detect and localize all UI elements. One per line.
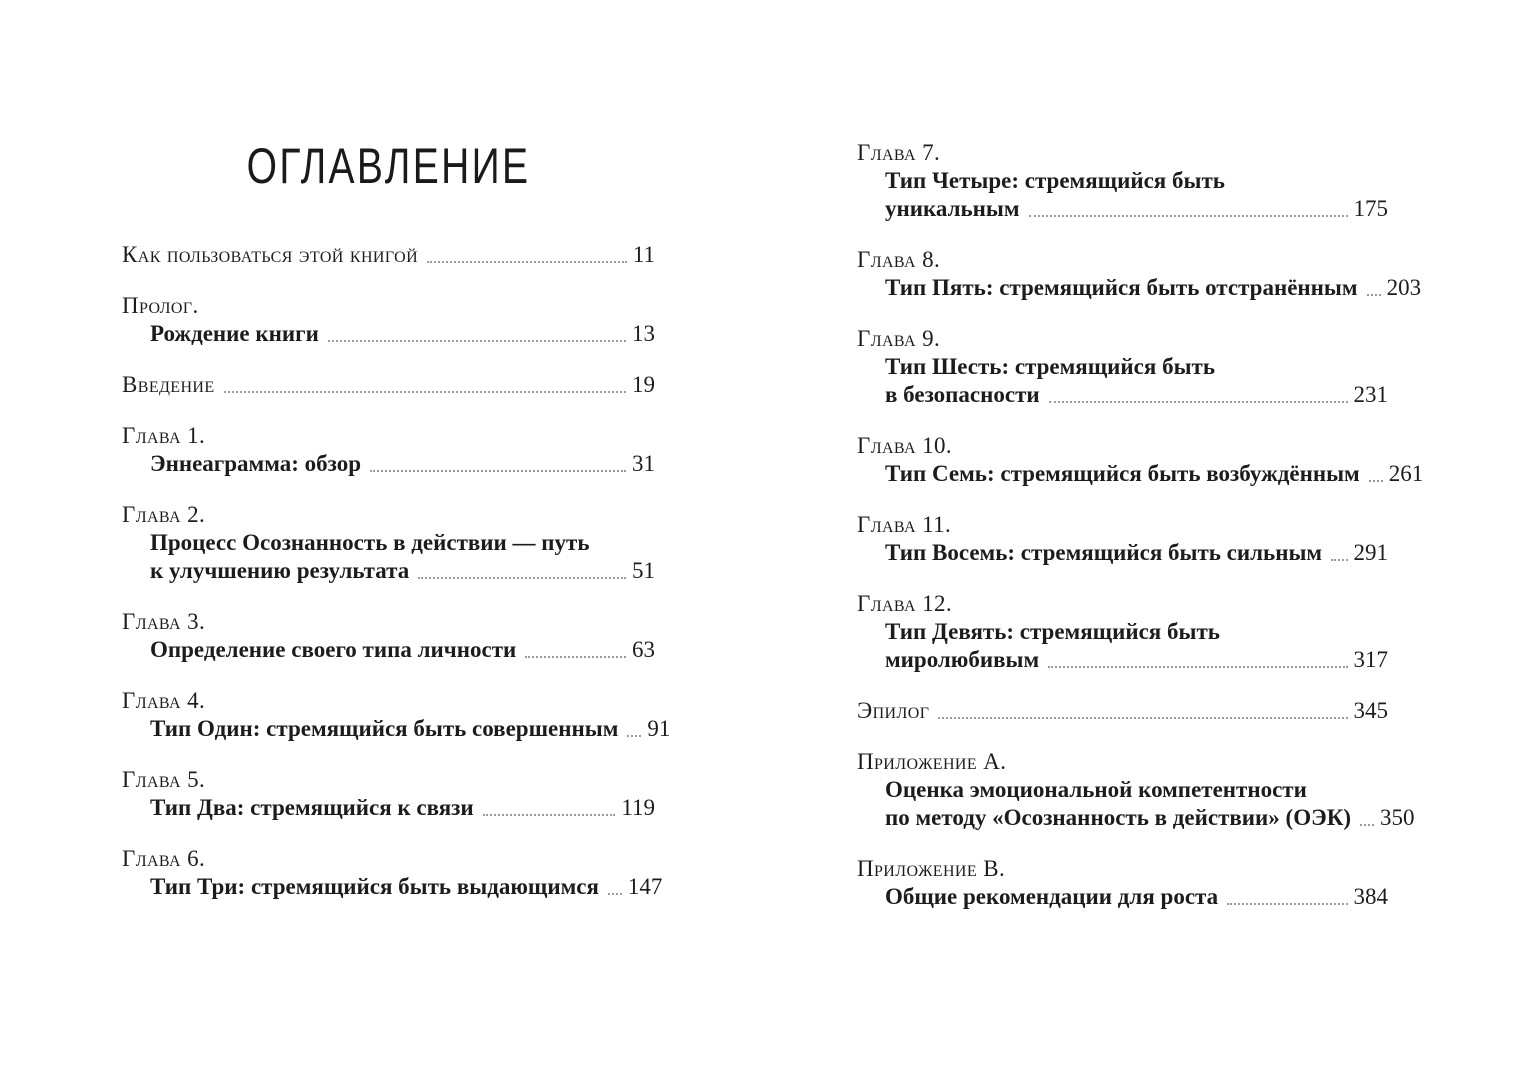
dotted-leader — [1331, 559, 1347, 561]
dotted-leader — [483, 814, 616, 816]
toc-subtitle-row — [857, 804, 1415, 832]
toc-heading-row — [122, 241, 655, 269]
toc-entry — [857, 590, 1388, 674]
page-number: 119 — [621, 795, 655, 820]
dotted-leader — [370, 470, 626, 472]
toc-entry-text: по методу «Осознанность в действии» (ОЭК) — [885, 805, 1352, 830]
toc-entry — [857, 511, 1388, 567]
toc-entry-text: Тип Один: стремящийся быть совершенным — [150, 716, 619, 741]
toc-entry — [857, 697, 1388, 725]
toc-entry-text: Тип Пять: стремящийся быть отстранённым — [885, 275, 1358, 300]
toc-entry-text: Эпилог — [857, 698, 930, 723]
toc-heading-row — [857, 139, 1388, 167]
toc-entry-text: уникальным — [885, 196, 1020, 221]
page-number: 63 — [632, 637, 655, 662]
toc-entry-text: Глава 4. — [122, 688, 206, 713]
toc-entry — [857, 246, 1422, 302]
toc-entry-text: к улучшению результата — [150, 558, 410, 583]
toc-entry-text: Глава 1. — [122, 423, 206, 448]
toc-entry-text: Глава 7. — [857, 140, 941, 165]
toc-heading-row — [857, 246, 1388, 274]
toc-entry — [122, 687, 671, 743]
page-number: 317 — [1353, 647, 1388, 672]
toc-entry-text: Определение своего типа личности — [150, 637, 517, 662]
toc-entry-text: Оценка эмоциональной компетентности — [885, 777, 1307, 802]
dotted-leader — [938, 717, 1347, 719]
toc-subtitle-row — [122, 557, 655, 585]
toc-subtitle-row — [857, 618, 1388, 646]
toc-heading-row — [122, 608, 655, 636]
dotted-leader — [1360, 824, 1374, 826]
toc-heading-row — [857, 511, 1388, 539]
toc-entry-text: Глава 5. — [122, 767, 206, 792]
toc-subtitle-row — [122, 873, 663, 901]
toc-entry — [122, 845, 663, 901]
page-number: 231 — [1353, 382, 1388, 407]
toc-entry-text: Тип Семь: стремящийся быть возбуждённым — [885, 461, 1360, 486]
toc-entry — [857, 748, 1415, 832]
toc-subtitle-row — [857, 883, 1388, 911]
dotted-leader — [1029, 215, 1348, 217]
toc-heading-row — [857, 748, 1388, 776]
toc-entry-text: Тип Восемь: стремящийся быть сильным — [885, 540, 1323, 565]
toc-subtitle-row — [122, 794, 655, 822]
toc-entry-text: Тип Шесть: стремящийся быть — [885, 354, 1215, 379]
toc-entry-text: Процесс Осознанность в действии — путь — [150, 530, 590, 555]
toc-entry-text: Глава 11. — [857, 512, 952, 537]
toc-entry-text: Глава 8. — [857, 247, 941, 272]
toc-subtitle-row — [857, 167, 1388, 195]
page-number: 11 — [632, 242, 655, 267]
toc-entry-text: Введение — [122, 372, 215, 397]
toc-entry-text: Общие рекомендации для роста — [885, 884, 1219, 909]
toc-entry-text: Тип Девять: стремящийся быть — [885, 619, 1220, 644]
toc-subtitle-row — [857, 646, 1388, 674]
toc-entry — [857, 139, 1388, 223]
toc-entry-text: Рождение книги — [150, 321, 319, 346]
toc-entry — [122, 422, 655, 478]
toc-column-right — [857, 139, 1424, 934]
dotted-leader — [525, 656, 626, 658]
toc-subtitle-row — [122, 636, 655, 664]
toc-entry-text: Глава 6. — [122, 846, 206, 871]
toc-entry — [122, 766, 655, 822]
page-title: ОГЛАВЛЕНИЕ — [246, 138, 531, 194]
toc-entry-text: в безопасности — [885, 382, 1040, 407]
page-number: 147 — [627, 874, 663, 899]
page-number: 13 — [632, 321, 655, 346]
toc-subtitle-row — [857, 353, 1388, 381]
toc-entry-text: Глава 10. — [857, 433, 953, 458]
toc-heading-row — [857, 697, 1388, 725]
toc-subtitle-row — [857, 195, 1388, 223]
toc-subtitle-row — [122, 450, 655, 478]
page-number: 91 — [647, 716, 671, 741]
toc-entry — [857, 325, 1388, 409]
toc-subtitle-row — [857, 274, 1422, 302]
toc-heading-row — [857, 855, 1388, 883]
page-number: 350 — [1380, 805, 1415, 830]
toc-entry — [122, 241, 655, 269]
toc-subtitle-row — [857, 460, 1424, 488]
page-number: 175 — [1353, 196, 1388, 221]
toc-heading-row — [857, 325, 1388, 353]
toc-entry-text: Тип Три: стремящийся быть выдающимся — [150, 874, 599, 899]
toc-entry — [122, 501, 655, 585]
dotted-leader — [627, 735, 641, 737]
toc-subtitle-row — [122, 529, 655, 557]
dotted-leader — [1048, 666, 1347, 668]
toc-heading-row — [857, 590, 1388, 618]
toc-entry — [857, 855, 1388, 911]
toc-entry-text: Приложение А. — [857, 749, 1007, 774]
toc-entry-text: Тип Два: стремящийся к связи — [150, 795, 474, 820]
toc-heading-row — [122, 371, 655, 399]
toc-entry-text: Как пользоваться этой книгой — [122, 242, 419, 267]
toc-heading-row — [122, 292, 655, 320]
toc-entry-text: Пролог. — [122, 293, 199, 318]
dotted-leader — [224, 391, 626, 393]
dotted-leader — [427, 261, 627, 263]
toc-heading-row — [122, 845, 655, 873]
dotted-leader — [1369, 480, 1383, 482]
dotted-leader — [1227, 903, 1347, 905]
toc-heading-row — [857, 432, 1388, 460]
page-number: 261 — [1388, 461, 1424, 486]
dotted-leader — [608, 893, 622, 895]
toc-heading-row — [122, 687, 655, 715]
toc-entry-text: Глава 3. — [122, 609, 206, 634]
toc-subtitle-row — [122, 715, 671, 743]
toc-entry — [122, 292, 655, 348]
page-number: 203 — [1386, 275, 1422, 300]
toc-entry-text: Приложение В. — [857, 856, 1006, 881]
page-number: 51 — [632, 558, 655, 583]
dotted-leader — [1049, 401, 1348, 403]
dotted-leader — [418, 577, 626, 579]
toc-entry-text: Эннеаграмма: обзор — [150, 451, 362, 476]
page-number: 31 — [632, 451, 655, 476]
toc-entry — [122, 608, 655, 664]
toc-subtitle-row — [857, 539, 1388, 567]
toc-entry — [122, 371, 655, 399]
toc-subtitle-row — [857, 381, 1388, 409]
toc-entry — [857, 432, 1424, 488]
toc-subtitle-row — [857, 776, 1388, 804]
toc-heading-row — [122, 501, 655, 529]
toc-entry-text: Глава 9. — [857, 326, 941, 351]
toc-subtitle-row — [122, 320, 655, 348]
page-number: 291 — [1353, 540, 1388, 565]
toc-heading-row — [122, 766, 655, 794]
page-number: 384 — [1353, 884, 1388, 909]
toc-entry-text: Глава 12. — [857, 591, 953, 616]
dotted-leader — [328, 340, 626, 342]
page-number: 19 — [632, 372, 655, 397]
toc-entry-text: миролюбивым — [885, 647, 1040, 672]
toc-heading-row — [122, 422, 655, 450]
page-number: 345 — [1353, 698, 1388, 723]
toc-entry-text: Тип Четыре: стремящийся быть — [885, 168, 1225, 193]
toc-entry-text: Глава 2. — [122, 502, 206, 527]
dotted-leader — [1367, 294, 1381, 296]
toc-column-left — [122, 241, 671, 924]
